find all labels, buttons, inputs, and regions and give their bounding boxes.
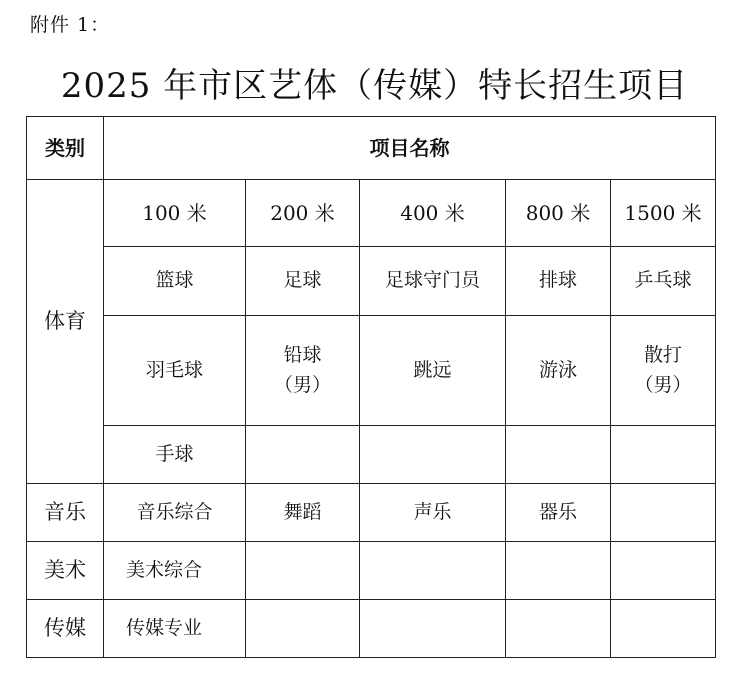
attachment-label: 附件 1： bbox=[30, 14, 111, 36]
empty-cell bbox=[506, 542, 611, 600]
sports-row-1 bbox=[27, 180, 716, 247]
empty-cell bbox=[246, 600, 360, 658]
empty-cell bbox=[246, 542, 360, 600]
document-title: 2025 年市区艺体（传媒）特长招生项目 bbox=[60, 66, 689, 106]
empty-cell bbox=[360, 426, 506, 484]
item-sanda bbox=[611, 316, 716, 426]
sports-row-4 bbox=[27, 426, 716, 484]
empty-cell bbox=[611, 484, 716, 542]
category-sports: 体育 bbox=[27, 180, 104, 484]
item-800m: 800 米 bbox=[506, 180, 611, 247]
item-media-major: 传媒专业 bbox=[104, 600, 246, 658]
header-item-names: 项目名称 bbox=[104, 117, 716, 180]
category-media: 传媒 bbox=[27, 600, 104, 658]
empty-cell bbox=[611, 600, 716, 658]
item-shot-put bbox=[246, 316, 360, 426]
category-art: 美术 bbox=[27, 542, 104, 600]
header-category: 类别 bbox=[27, 117, 104, 180]
empty-cell bbox=[506, 600, 611, 658]
item-sanda-name: 散打 bbox=[644, 344, 683, 367]
enrollment-items-table bbox=[26, 116, 716, 658]
sports-row-2 bbox=[27, 247, 716, 316]
item-volleyball: 排球 bbox=[506, 247, 611, 316]
item-swimming: 游泳 bbox=[506, 316, 611, 426]
sports-row-3 bbox=[27, 316, 716, 426]
category-music: 音乐 bbox=[27, 484, 104, 542]
item-vocal: 声乐 bbox=[360, 484, 506, 542]
item-basketball: 篮球 bbox=[104, 247, 246, 316]
empty-cell bbox=[360, 600, 506, 658]
item-200m: 200 米 bbox=[246, 180, 360, 247]
art-row bbox=[27, 542, 716, 600]
item-art-comprehensive: 美术综合 bbox=[104, 542, 246, 600]
item-400m: 400 米 bbox=[360, 180, 506, 247]
item-badminton: 羽毛球 bbox=[104, 316, 246, 426]
item-1500m: 1500 米 bbox=[611, 180, 716, 247]
item-sanda-note: （男） bbox=[634, 373, 692, 396]
item-goalkeeper: 足球守门员 bbox=[360, 247, 506, 316]
empty-cell bbox=[246, 426, 360, 484]
item-shot-put-note: （男） bbox=[273, 373, 331, 396]
item-handball: 手球 bbox=[104, 426, 246, 484]
item-100m: 100 米 bbox=[104, 180, 246, 247]
empty-cell bbox=[506, 426, 611, 484]
item-instrumental: 器乐 bbox=[506, 484, 611, 542]
item-football: 足球 bbox=[246, 247, 360, 316]
table-header-row bbox=[27, 117, 716, 180]
item-music-comprehensive: 音乐综合 bbox=[104, 484, 246, 542]
item-table-tennis: 乒乓球 bbox=[611, 247, 716, 316]
empty-cell bbox=[611, 542, 716, 600]
empty-cell bbox=[611, 426, 716, 484]
item-shot-put-name: 铅球 bbox=[283, 344, 322, 367]
media-row bbox=[27, 600, 716, 658]
item-long-jump: 跳远 bbox=[360, 316, 506, 426]
item-dance: 舞蹈 bbox=[246, 484, 360, 542]
empty-cell bbox=[360, 542, 506, 600]
music-row bbox=[27, 484, 716, 542]
